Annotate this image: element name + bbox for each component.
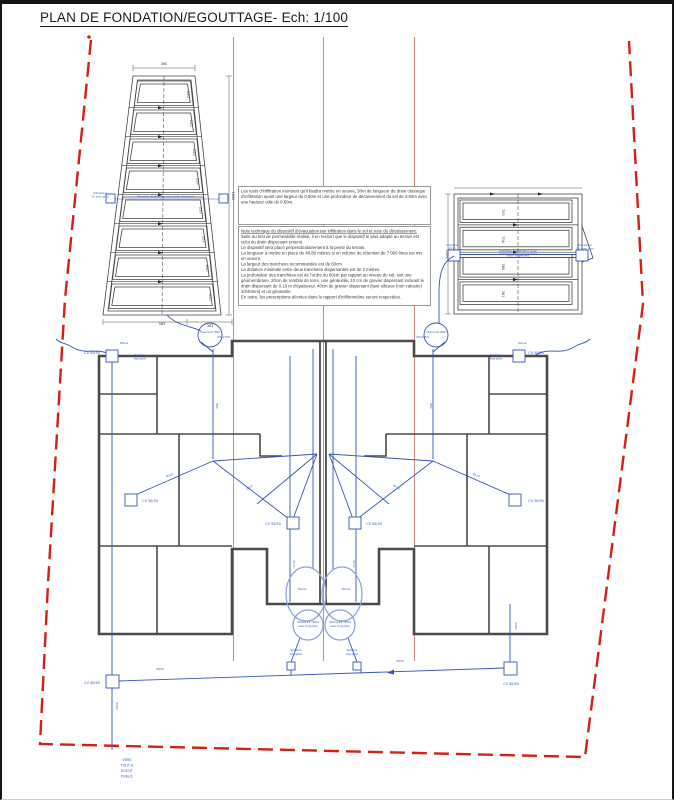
note-technique xyxy=(238,226,431,306)
chamber-label: Ø315 xyxy=(448,247,456,251)
cv-label: CV 50/50 xyxy=(528,499,544,503)
flow-arrow xyxy=(158,106,163,109)
note-line: Le dispositif sera placé perpendiculairement à la pente du terrain. xyxy=(241,245,366,250)
trench-dim: 250 xyxy=(208,294,212,301)
pipe-diameter-label: Ø90 xyxy=(429,403,432,409)
note-infiltration xyxy=(238,186,431,225)
boundary-marker xyxy=(87,35,91,39)
cv-label: CV 50/50 xyxy=(528,351,544,355)
sewer-dest-label: EGOUT xyxy=(121,769,133,773)
note-heading: Note technique du dispositif d'évacuation par infiltration dans le sol et note de décaissement: xyxy=(241,228,417,234)
overflow-label: Système xyxy=(134,354,146,357)
flow-arrow xyxy=(158,222,163,225)
trench-dim: 281 xyxy=(501,290,505,298)
drain-trench-cell-inner xyxy=(463,258,569,275)
citerne-label: Citerne Ø 1500 xyxy=(426,331,446,334)
pipe-diameter-label: Ø160 xyxy=(115,702,118,710)
sewer-dest-label: VERS xyxy=(122,758,132,762)
grid-lines xyxy=(234,37,415,661)
overflow-label: trop-plein xyxy=(345,653,359,656)
note-line: Suite au test de perméabilité réalisé, il en ressort que le dispositif le plus adapté au terrain est celui du drain dispersant enterré. xyxy=(241,234,419,245)
chamber-label: Extracteur xyxy=(93,192,107,195)
trench-dim: 700 xyxy=(501,209,505,216)
pipe-diameter-label: Ø110 xyxy=(472,473,480,479)
drain-trench-cell-inner xyxy=(463,285,569,302)
trench-band-label: Tranchée d'infiltration avec xyxy=(498,249,538,253)
tank-label: Citerne EP 7500L xyxy=(296,621,320,624)
pipe-diameter-label: Ø110 xyxy=(392,484,401,491)
trench-band-label: drain dispersant xyxy=(506,253,530,258)
tank-label: avec trop-plein xyxy=(298,625,318,628)
pipe-diameter-label: Ø110 xyxy=(245,484,254,491)
flow-arrow xyxy=(513,223,518,226)
pipe-diameter-label: Ø90 xyxy=(215,403,218,409)
drain-trench-cell-inner xyxy=(137,84,190,103)
trench-dim: 250 xyxy=(195,178,200,185)
pipe-diameter-label: Ø160 xyxy=(514,622,517,630)
pipe-diameter-label: Ø160 xyxy=(396,660,404,663)
pipe-diameter-label: Ø110 PVC xyxy=(416,336,430,339)
flow-arrow xyxy=(158,164,163,167)
trench-dim: 704 xyxy=(501,236,505,243)
property-boundary xyxy=(40,35,643,757)
cv-label: CV 50/50 xyxy=(84,351,100,355)
toiture-label: Toiture xyxy=(341,588,351,591)
trench-dim: 250 xyxy=(189,120,193,127)
dim-left-field-bottom-2: 363 xyxy=(206,324,214,328)
note-lines xyxy=(241,234,428,300)
tank-label: Citerne EP 7500L xyxy=(328,621,352,624)
pipe-diameter-label: Ø160 xyxy=(156,668,164,671)
trench-dim: 250 xyxy=(198,207,203,214)
cv-label: CV 50/50 xyxy=(366,522,382,526)
pipe-diameter-label: Ø110 xyxy=(352,560,355,568)
drain-trench-cell-inner xyxy=(116,258,210,277)
note-text: Les tests d'infiltration montrent qu'il faudra mettre en oeuvre, 50m de longueur de drain classique d'infiltration ayant une largeur de 0.60m et une profondeur de décaissement du sol de 0.80m avec une hauteur utile de 0.50m. xyxy=(241,188,428,205)
drain-trench-cell-inner xyxy=(463,230,569,247)
tank-label: avec trop-plein xyxy=(330,625,350,628)
rainbutt-right xyxy=(424,323,448,347)
chamber-label: CV avec pied xyxy=(576,247,594,251)
cv-label: CV 50/50 xyxy=(142,499,158,503)
trench-band-label: Tranchée d'infiltration avec drain dispersant xyxy=(137,195,195,199)
drawing-canvas xyxy=(2,4,674,800)
toiture-label: Toiture xyxy=(517,342,527,345)
trench-dim: 250 xyxy=(201,236,206,243)
note-line: La distance minimale entre deux tranchées dispersantes est de 2 mètres. xyxy=(241,267,381,272)
flow-arrow xyxy=(158,135,163,138)
sewer-dest-label: PUBLIC xyxy=(120,774,134,779)
dim-left-field-bottom-1: 585 xyxy=(158,322,166,326)
overflow-label: Système xyxy=(290,649,302,652)
overflow-label: trop-plein xyxy=(133,357,147,361)
note-line: La largeur des tranchées recommandée est de 60cm. xyxy=(241,261,343,267)
note-line: En outre, les prescriptions décrites dans le rapport d'infiltrométrie seront respectées. xyxy=(241,294,402,300)
dim-right-field-left: 1200 xyxy=(445,249,449,259)
trench-dim: 250 xyxy=(192,149,197,156)
trench-dim: 285 xyxy=(501,263,505,271)
page-title: PLAN DE FONDATION/EGOUTTAGE- Ech: 1/100 xyxy=(40,10,349,25)
cv-label: CV 40/40 xyxy=(84,681,100,685)
pipe-diameter-label: Ø110 PVC xyxy=(217,336,231,339)
trench-dim: 250 xyxy=(204,265,209,272)
overflow-label: trop-plein xyxy=(289,653,303,656)
pipe-diameter-label: Ø110 xyxy=(292,560,295,568)
flow-arrow xyxy=(513,278,518,281)
overflow-label: Système xyxy=(490,354,502,357)
overflow-label: trop-plein xyxy=(489,357,503,361)
pipe-diameter-label: Ø110 xyxy=(166,473,174,479)
citerne-label: Citerne Ø 1500 xyxy=(200,331,220,334)
toiture-label: Toiture xyxy=(119,342,129,345)
sewer-dest-label: TOUT A xyxy=(120,763,134,768)
overflow-label: Système xyxy=(346,649,358,652)
drain-trench-cell-inner xyxy=(463,203,569,220)
note-line: La profondeur des tranchées est de l'ordre du 80cm par rapport au niveau du sol, soit une géomembrane, 20cm de remblai de terre, une géotextile, 10 cm de gravier dispersant incluant le drain dispersant de 0.10 m d'épaisseur, 40cm de gravier dispersant (lavé siliceux (non calcaire) 10/40mm) et un géotextile. xyxy=(241,272,424,294)
dim-left-field-height: 2430 xyxy=(231,191,235,201)
chamber-label: Extracteur xyxy=(578,244,592,247)
chamber-label: Chambre xyxy=(446,244,458,247)
dim-left-field-top: 365 xyxy=(160,62,168,66)
cv-label: CV 50/50 xyxy=(265,522,281,526)
toiture-label: Toiture xyxy=(297,588,307,591)
flow-arrow xyxy=(158,251,163,254)
note-line: La longueur à mettre en place de 48.88 mètres si un volume de rétention de 7 000 litres est mis en oeuvre. xyxy=(241,250,423,261)
cv-label: CV 40/40 xyxy=(503,682,519,686)
trench-dim: 250 xyxy=(185,91,190,98)
chamber-label: CV avec pied xyxy=(91,195,109,199)
